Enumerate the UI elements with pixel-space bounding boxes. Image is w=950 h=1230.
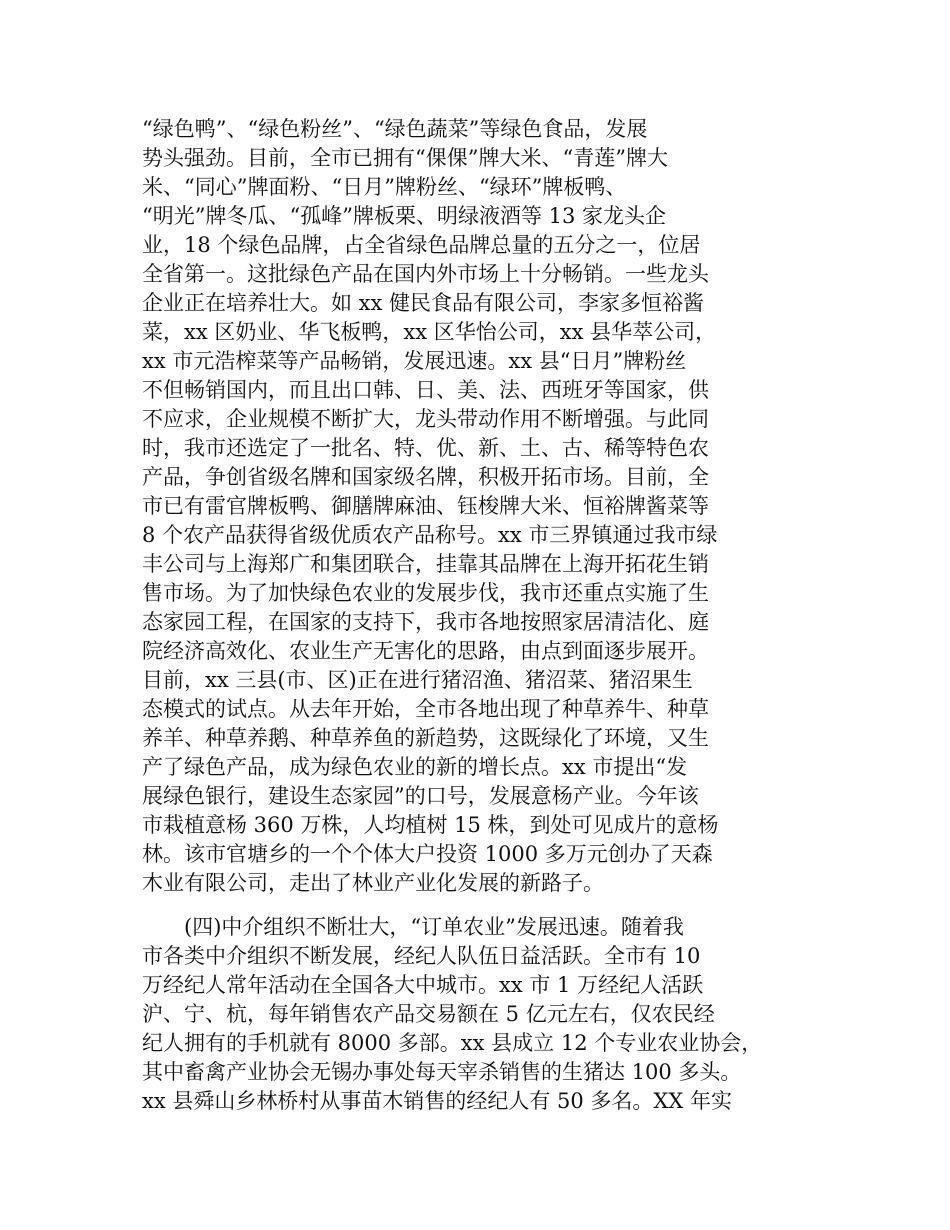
text-line: “明光”牌冬瓜、“孤峰”牌板栗、明绿液酒等 13 家龙头企 <box>142 204 667 228</box>
text-line: 纪人拥有的手机就有 8000 多部。xx 县成立 12 个专业农业协会， <box>142 1031 763 1055</box>
text-line: 售市场。为了加快绿色农业的发展步伐，我市还重点实施了生 <box>142 581 709 605</box>
text-line: 市各类中介组织不断发展，经纪人队伍日益活跃。全市有 10 <box>142 944 701 968</box>
text-line: 企业正在培养壮大。如 xx 健民食品有限公司，李家多恒裕酱 <box>142 291 705 315</box>
text-line: 养羊、种草养鹅、种草养鱼的新趋势，这既绿化了环境，又生 <box>142 726 709 750</box>
text-line: 全省第一。这批绿色产品在国内外市场上十分畅销。一些龙头 <box>142 262 709 286</box>
text-line: 不但畅销国内，而且出口韩、日、美、法、西班牙等国家，供 <box>142 378 709 402</box>
text-line: 时，我市还选定了一批名、特、优、新、土、古、稀等特色农 <box>142 436 709 460</box>
text-line: 市栽植意杨 360 万株，人均植树 15 株，到处可见成片的意杨 <box>142 813 719 837</box>
text-line: 院经济高效化、农业生产无害化的思路，由点到面逐步展开。 <box>142 639 709 663</box>
text-line: 态模式的试点。从去年开始，全市各地出现了种草养牛、种草 <box>142 697 709 721</box>
text-line: 不应求，企业规模不断扩大，龙头带动作用不断增强。与此同 <box>142 407 709 431</box>
text-line: 势头强劲。目前，全市已拥有“倮倮”牌大米、“青莲”牌大 <box>142 146 668 170</box>
text-line: 态家园工程，在国家的支持下，我市各地按照家居清洁化、庭 <box>142 610 709 634</box>
paragraph-green-agriculture <box>142 115 822 898</box>
text-line: 业，18 个绿色品牌，占全省绿色品牌总量的五分之一，位居 <box>142 233 701 257</box>
text-line: 产品，争创省级名牌和国家级名牌，积极开拓市场。目前，全 <box>142 465 709 489</box>
text-line: 丰公司与上海郑广和集团联合，挂靠其品牌在上海开拓花生销 <box>142 552 709 576</box>
text-line: 其中畜禽产业协会无锡办事处每天宰杀销售的生猪达 100 多头。 <box>142 1060 742 1084</box>
text-line: “绿色鸭”、“绿色粉丝”、“绿色蔬菜”等绿色食品，发展 <box>142 117 648 141</box>
text-line: 木业有限公司，走出了林业产业化发展的新路子。 <box>142 871 604 895</box>
text-line: 目前，xx 三县(市、区)正在进行猪沼渔、猪沼菜、猪沼果生 <box>142 668 693 692</box>
text-line: 展绿色银行，建设生态家园”的口号，发展意杨产业。今年该 <box>142 784 699 808</box>
text-line: 米、“同心”牌面粉、“日月”牌粉丝、“绿环”牌板鸭、 <box>142 175 627 199</box>
text-line: 林。该市官塘乡的一个个体大户投资 1000 多万元创办了天森 <box>142 842 713 866</box>
text-line: 8 个农产品获得省级优质农产品称号。xx 市三界镇通过我市绿 <box>142 523 718 547</box>
paragraph-intermediary-organizations <box>142 913 822 1116</box>
text-line: (四)中介组织不断壮大，“订单农业”发展迅速。随着我 <box>184 915 684 939</box>
text-line: 菜，xx 区奶业、华飞板鸭，xx 区华怡公司，xx 县华萃公司， <box>142 320 717 344</box>
text-line: 市已有雷官牌板鸭、御膳牌麻油、钰梭牌大米、恒裕牌酱菜等 <box>142 494 709 518</box>
text-line: 产了绿色产品，成为绿色农业的新的增长点。xx 市提出“发 <box>142 755 688 779</box>
text-line: xx 市元浩榨菜等产品畅销，发展迅速。xx 县“日月”牌粉丝 <box>142 349 687 373</box>
text-line: 万经纪人常年活动在全国各大中城市。xx 市 1 万经纪人活跃 <box>142 973 704 997</box>
text-line: 沪、宁、杭，每年销售农产品交易额在 5 亿元左右，仅农民经 <box>142 1002 715 1026</box>
text-line: xx 县舜山乡林桥村从事苗木销售的经纪人有 50 多名。XX 年实 <box>142 1089 733 1113</box>
